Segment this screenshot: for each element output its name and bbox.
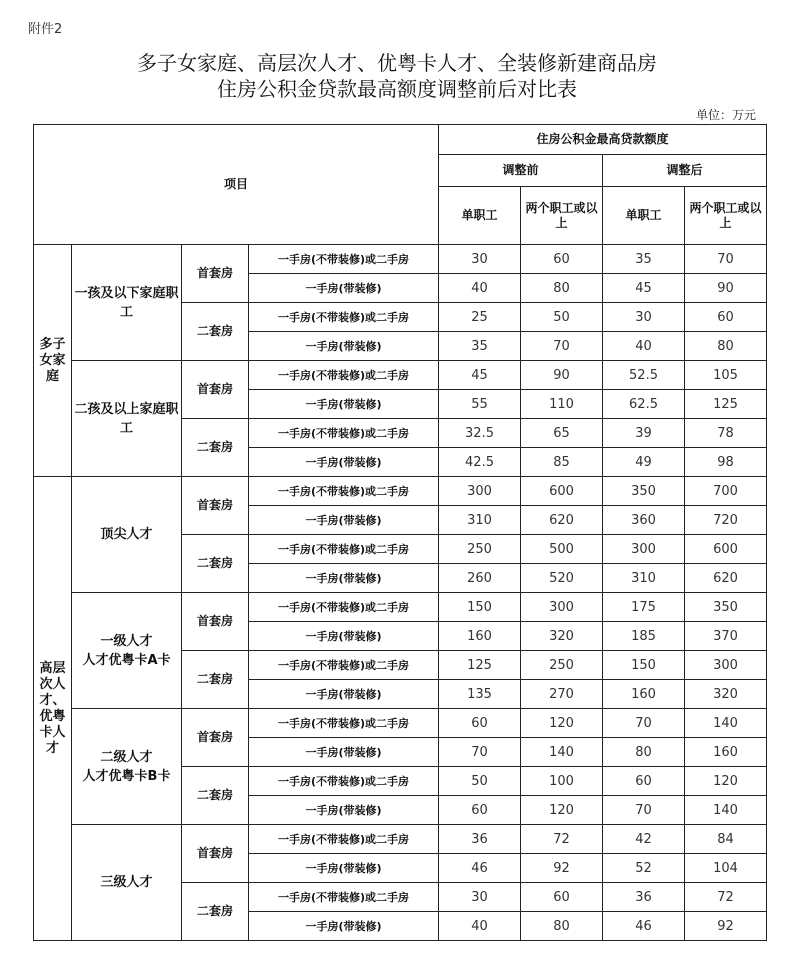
housing-type-unfurnished: 一手房(不带装修)或二手房 — [249, 883, 439, 912]
document-title-line2: 住房公积金贷款最高额度调整前后对比表 — [217, 77, 577, 101]
after-double-value: 105 — [685, 361, 767, 390]
first-set-label: 首套房 — [182, 361, 249, 419]
after-double-value: 98 — [685, 448, 767, 477]
after-single-value: 360 — [603, 506, 685, 535]
before-single-value: 135 — [439, 680, 521, 709]
header-after-double: 两个职工或以上 — [685, 187, 767, 245]
after-single-value: 185 — [603, 622, 685, 651]
housing-type-unfurnished: 一手房(不带装修)或二手房 — [249, 593, 439, 622]
second-set-label: 二套房 — [182, 767, 249, 825]
table-row — [34, 709, 767, 738]
before-single-value: 32.5 — [439, 419, 521, 448]
after-double-value: 92 — [685, 912, 767, 941]
after-single-value: 46 — [603, 912, 685, 941]
housing-type-unfurnished: 一手房(不带装修)或二手房 — [249, 535, 439, 564]
after-double-value: 125 — [685, 390, 767, 419]
before-single-value: 125 — [439, 651, 521, 680]
after-double-value: 90 — [685, 274, 767, 303]
before-double-value: 300 — [521, 593, 603, 622]
before-single-value: 60 — [439, 709, 521, 738]
after-double-value: 72 — [685, 883, 767, 912]
after-single-value: 35 — [603, 245, 685, 274]
housing-type-furnished: 一手房(带装修) — [249, 274, 439, 303]
after-double-value: 160 — [685, 738, 767, 767]
after-double-value: 720 — [685, 506, 767, 535]
second-set-label: 二套房 — [182, 303, 249, 361]
before-double-value: 250 — [521, 651, 603, 680]
after-double-value: 620 — [685, 564, 767, 593]
after-single-value: 60 — [603, 767, 685, 796]
before-single-value: 60 — [439, 796, 521, 825]
housing-type-unfurnished: 一手房(不带装修)或二手房 — [249, 245, 439, 274]
after-single-value: 52.5 — [603, 361, 685, 390]
housing-type-furnished: 一手房(带装修) — [249, 854, 439, 883]
before-single-value: 36 — [439, 825, 521, 854]
subcategory-label: 顶尖人才 — [100, 527, 153, 542]
after-double-value: 140 — [685, 796, 767, 825]
before-single-value: 35 — [439, 332, 521, 361]
after-double-value: 84 — [685, 825, 767, 854]
after-single-value: 80 — [603, 738, 685, 767]
before-single-value: 30 — [439, 883, 521, 912]
subcategory-cell — [72, 245, 182, 361]
before-double-value: 60 — [521, 245, 603, 274]
before-single-value: 260 — [439, 564, 521, 593]
after-single-value: 36 — [603, 883, 685, 912]
after-double-value: 700 — [685, 477, 767, 506]
before-double-value: 65 — [521, 419, 603, 448]
after-single-value: 45 — [603, 274, 685, 303]
housing-type-furnished: 一手房(带装修) — [249, 738, 439, 767]
header-before-single: 单职工 — [439, 187, 521, 245]
housing-type-unfurnished: 一手房(不带装修)或二手房 — [249, 303, 439, 332]
subcategory-cell — [72, 709, 182, 825]
before-single-value: 300 — [439, 477, 521, 506]
after-double-value: 80 — [685, 332, 767, 361]
after-single-value: 40 — [603, 332, 685, 361]
before-single-value: 55 — [439, 390, 521, 419]
before-double-value: 70 — [521, 332, 603, 361]
after-single-value: 30 — [603, 303, 685, 332]
after-double-value: 60 — [685, 303, 767, 332]
before-double-value: 100 — [521, 767, 603, 796]
after-single-value: 70 — [603, 709, 685, 738]
after-single-value: 62.5 — [603, 390, 685, 419]
table-row — [34, 825, 767, 854]
before-single-value: 250 — [439, 535, 521, 564]
before-double-value: 270 — [521, 680, 603, 709]
first-set-label: 首套房 — [182, 825, 249, 883]
before-single-value: 160 — [439, 622, 521, 651]
before-single-value: 45 — [439, 361, 521, 390]
housing-type-unfurnished: 一手房(不带装修)或二手房 — [249, 419, 439, 448]
before-single-value: 40 — [439, 274, 521, 303]
before-single-value: 50 — [439, 767, 521, 796]
housing-type-unfurnished: 一手房(不带装修)或二手房 — [249, 477, 439, 506]
after-single-value: 310 — [603, 564, 685, 593]
second-set-label: 二套房 — [182, 651, 249, 709]
subcategory-cell — [72, 825, 182, 941]
before-double-value: 60 — [521, 883, 603, 912]
before-double-value: 85 — [521, 448, 603, 477]
table-row — [34, 245, 767, 274]
housing-type-furnished: 一手房(带装修) — [249, 622, 439, 651]
table-row — [34, 361, 767, 390]
before-single-value: 310 — [439, 506, 521, 535]
before-double-value: 80 — [521, 912, 603, 941]
before-single-value: 42.5 — [439, 448, 521, 477]
header-after-single: 单职工 — [603, 187, 685, 245]
housing-type-unfurnished: 一手房(不带装修)或二手房 — [249, 651, 439, 680]
before-single-value: 150 — [439, 593, 521, 622]
header-before-double: 两个职工或以上 — [521, 187, 603, 245]
loan-limit-table — [33, 124, 767, 941]
table-row — [34, 593, 767, 622]
after-double-value: 600 — [685, 535, 767, 564]
after-single-value: 52 — [603, 854, 685, 883]
before-double-value: 80 — [521, 274, 603, 303]
subcategory-cell — [72, 477, 182, 593]
before-double-value: 120 — [521, 709, 603, 738]
first-set-label: 首套房 — [182, 709, 249, 767]
annex-label: 附件2 — [28, 22, 63, 37]
housing-type-furnished: 一手房(带装修) — [249, 912, 439, 941]
after-single-value: 42 — [603, 825, 685, 854]
housing-type-unfurnished: 一手房(不带装修)或二手房 — [249, 709, 439, 738]
first-set-label: 首套房 — [182, 593, 249, 651]
housing-type-furnished: 一手房(带装修) — [249, 390, 439, 419]
subcategory-label: 一孩及以下家庭职工 — [74, 285, 179, 320]
before-single-value: 25 — [439, 303, 521, 332]
housing-type-furnished: 一手房(带装修) — [249, 448, 439, 477]
after-single-value: 39 — [603, 419, 685, 448]
after-single-value: 150 — [603, 651, 685, 680]
housing-type-furnished: 一手房(带装修) — [249, 680, 439, 709]
subcategory-cell — [72, 593, 182, 709]
before-single-value: 40 — [439, 912, 521, 941]
after-single-value: 70 — [603, 796, 685, 825]
category-cell — [34, 477, 72, 941]
category-cell — [34, 245, 72, 477]
after-double-value: 320 — [685, 680, 767, 709]
after-double-value: 350 — [685, 593, 767, 622]
header-before: 调整前 — [439, 155, 603, 187]
after-single-value: 175 — [603, 593, 685, 622]
after-single-value: 160 — [603, 680, 685, 709]
housing-type-furnished: 一手房(带装修) — [249, 796, 439, 825]
before-double-value: 620 — [521, 506, 603, 535]
before-double-value: 320 — [521, 622, 603, 651]
after-double-value: 300 — [685, 651, 767, 680]
header-item: 项目 — [34, 125, 439, 245]
header-main: 住房公积金最高贷款额度 — [439, 125, 767, 155]
second-set-label: 二套房 — [182, 535, 249, 593]
subcategory-label: 二级人才 人才优粤卡B卡 — [82, 749, 171, 784]
after-single-value: 49 — [603, 448, 685, 477]
housing-type-furnished: 一手房(带装修) — [249, 506, 439, 535]
header-after: 调整后 — [603, 155, 767, 187]
second-set-label: 二套房 — [182, 883, 249, 941]
second-set-label: 二套房 — [182, 419, 249, 477]
housing-type-unfurnished: 一手房(不带装修)或二手房 — [249, 767, 439, 796]
before-single-value: 46 — [439, 854, 521, 883]
before-single-value: 70 — [439, 738, 521, 767]
after-double-value: 70 — [685, 245, 767, 274]
before-double-value: 90 — [521, 361, 603, 390]
after-double-value: 104 — [685, 854, 767, 883]
subcategory-cell — [72, 361, 182, 477]
before-single-value: 30 — [439, 245, 521, 274]
first-set-label: 首套房 — [182, 245, 249, 303]
housing-type-furnished: 一手房(带装修) — [249, 332, 439, 361]
after-double-value: 370 — [685, 622, 767, 651]
before-double-value: 72 — [521, 825, 603, 854]
subcategory-label: 二孩及以上家庭职工 — [74, 401, 179, 436]
after-single-value: 350 — [603, 477, 685, 506]
housing-type-furnished: 一手房(带装修) — [249, 564, 439, 593]
after-double-value: 140 — [685, 709, 767, 738]
first-set-label: 首套房 — [182, 477, 249, 535]
before-double-value: 500 — [521, 535, 603, 564]
table-row — [34, 477, 767, 506]
before-double-value: 520 — [521, 564, 603, 593]
subcategory-label: 三级人才 — [100, 875, 153, 890]
category-label: 多子女家庭 — [39, 336, 66, 384]
subcategory-label: 一级人才 人才优粤卡A卡 — [82, 633, 171, 668]
document-title-line1: 多子女家庭、高层次人才、优粤卡人才、全装修新建商品房 — [137, 51, 657, 75]
before-double-value: 140 — [521, 738, 603, 767]
before-double-value: 50 — [521, 303, 603, 332]
before-double-value: 110 — [521, 390, 603, 419]
category-label: 高层次人才、优粤卡人才 — [39, 660, 66, 756]
housing-type-unfurnished: 一手房(不带装修)或二手房 — [249, 825, 439, 854]
before-double-value: 92 — [521, 854, 603, 883]
before-double-value: 600 — [521, 477, 603, 506]
after-double-value: 78 — [685, 419, 767, 448]
after-single-value: 300 — [603, 535, 685, 564]
unit-label: 单位：万元 — [695, 108, 756, 122]
housing-type-unfurnished: 一手房(不带装修)或二手房 — [249, 361, 439, 390]
after-double-value: 120 — [685, 767, 767, 796]
before-double-value: 120 — [521, 796, 603, 825]
